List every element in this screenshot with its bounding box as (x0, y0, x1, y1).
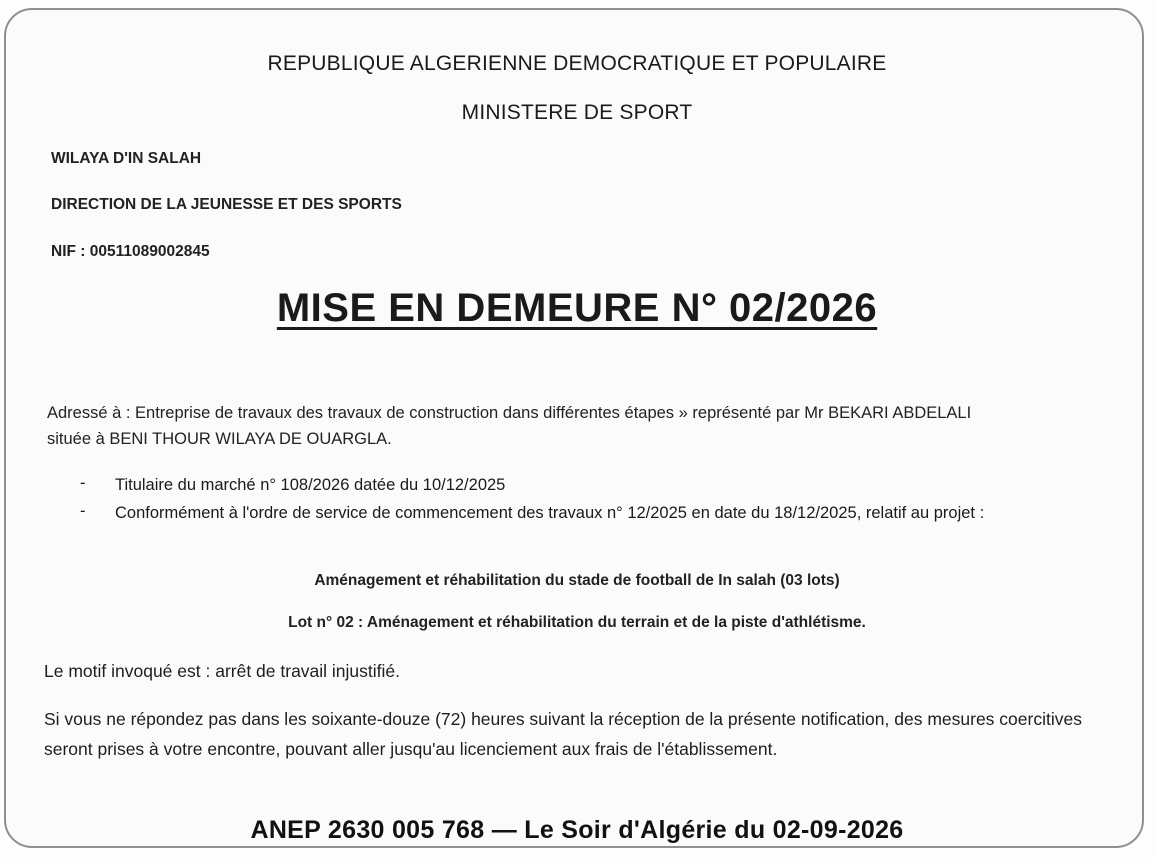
ministry-heading: MINISTERE DE SPORT (461, 101, 693, 124)
addressee-line-2: située à BENI THOUR WILAYA DE OUARGLA. (47, 430, 392, 448)
bullet-service-order: Conformément à l'ordre de service de commencement des travaux n° 12/2025 en date du 18/12/2025, relatif au projet : (115, 504, 985, 522)
republic-heading: REPUBLIQUE ALGERIENNE DEMOCRATIQUE ET POPULAIRE (267, 52, 887, 75)
project-lot: Lot n° 02 : Aménagement et réhabilitation du terrain et de la piste d'athlétisme. (288, 614, 866, 631)
footer-reference: ANEP 2630 005 768 — Le Soir d'Algérie du 02-09-2026 (250, 816, 904, 844)
bullet-dash: - (80, 474, 86, 492)
wilaya-label: WILAYA D'IN SALAH (51, 150, 202, 167)
addressee-line-1: Adressé à : Entreprise de travaux des travaux de construction dans différentes étapes » représenté par Mr BEKARI ABDELALI (47, 404, 972, 422)
bullet-contract: Titulaire du marché n° 108/2026 datée du 10/12/2025 (115, 476, 506, 494)
notice-title: MISE EN DEMEURE N° 02/2026 (276, 286, 878, 330)
direction-label: DIRECTION DE LA JEUNESSE ET DES SPORTS (51, 196, 402, 213)
nif-label: NIF : 00511089002845 (51, 243, 210, 260)
warning-text: Si vous ne répondez pas dans les soixante-douze (72) heures suivant la réception de la présente notification, des mesures coercitives seront prises à votre encontre, pouvant aller jusqu'au licenciement aux frais de l'établissement. (44, 709, 1082, 759)
project-name: Aménagement et réhabilitation du stade de football de In salah (03 lots) (314, 572, 840, 589)
motif-text: Le motif invoqué est : arrêt de travail injustifié. (44, 661, 401, 681)
bullet-dash: - (80, 502, 86, 520)
